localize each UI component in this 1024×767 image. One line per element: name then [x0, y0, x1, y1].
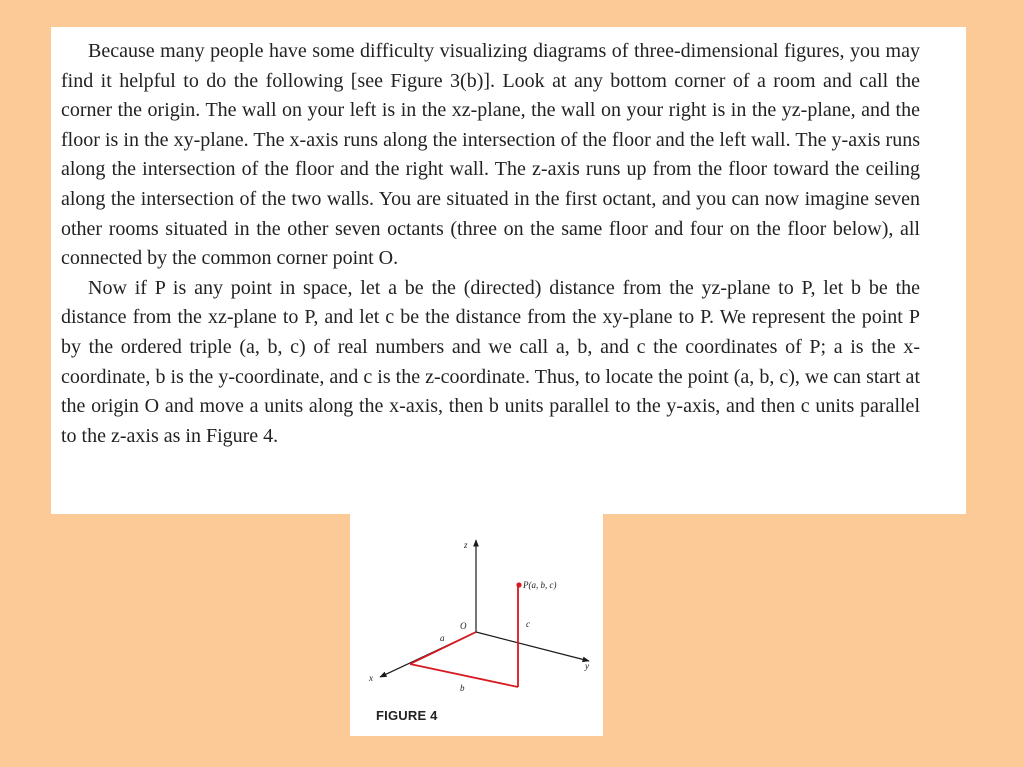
a-label: a — [440, 633, 445, 643]
z-axis-label: z — [464, 540, 468, 550]
figure-4 — [350, 514, 603, 736]
paragraph-1: Because many people have some difficulty visualizing diagrams of three-dimensional figures, you may find it helpful to do the following [see Figure 3(b)]. Look at any bottom corner of a room and call the corner the origin. The wall on your left is in the xz-plane, the wall on your right is in the yz-plane, and the floor is in the xy-plane. The x-axis runs along the intersection of the floor and the left wall. The y-axis runs along the intersection of the floor and the right wall. The z-axis runs up from the floor toward the ceiling along the intersection of the two walls. You are situated in the first octant, and you can now imagine seven other rooms situated in the other seven octants (three on the same floor and four on the floor below), all connected by the common corner point O. — [61, 40, 920, 270]
coordinate-diagram — [350, 514, 603, 736]
b-label: b — [460, 683, 465, 693]
figure-caption: FIGURE 4 — [376, 708, 438, 723]
origin-label: O — [460, 621, 467, 631]
y-axis — [476, 632, 589, 661]
point-p-marker — [516, 582, 521, 587]
point-p-label: P(a, b, c) — [523, 580, 557, 590]
x-axis-label: x — [369, 673, 373, 683]
text-panel — [51, 27, 966, 514]
y-axis-label: y — [585, 661, 589, 671]
paragraph-2: Now if P is any point in space, let a be the (directed) distance from the yz-plane to P, let b be the distance from the xz-plane to P, and let c be the distance from the xy-plane to P. We represent the point P by the ordered triple (a, b, c) of real numbers and we call a, b, and c the coordinates of P; a is the x-coordinate, b is the y-coordinate, and c is the z-coordinate. Thus, to locate the point (a, b, c), we can start at the origin O and move a units along the x-axis, then b units parallel to the y-axis, and then c units parallel to the z-axis as in Figure 4. — [61, 276, 920, 447]
c-label: c — [526, 619, 530, 629]
